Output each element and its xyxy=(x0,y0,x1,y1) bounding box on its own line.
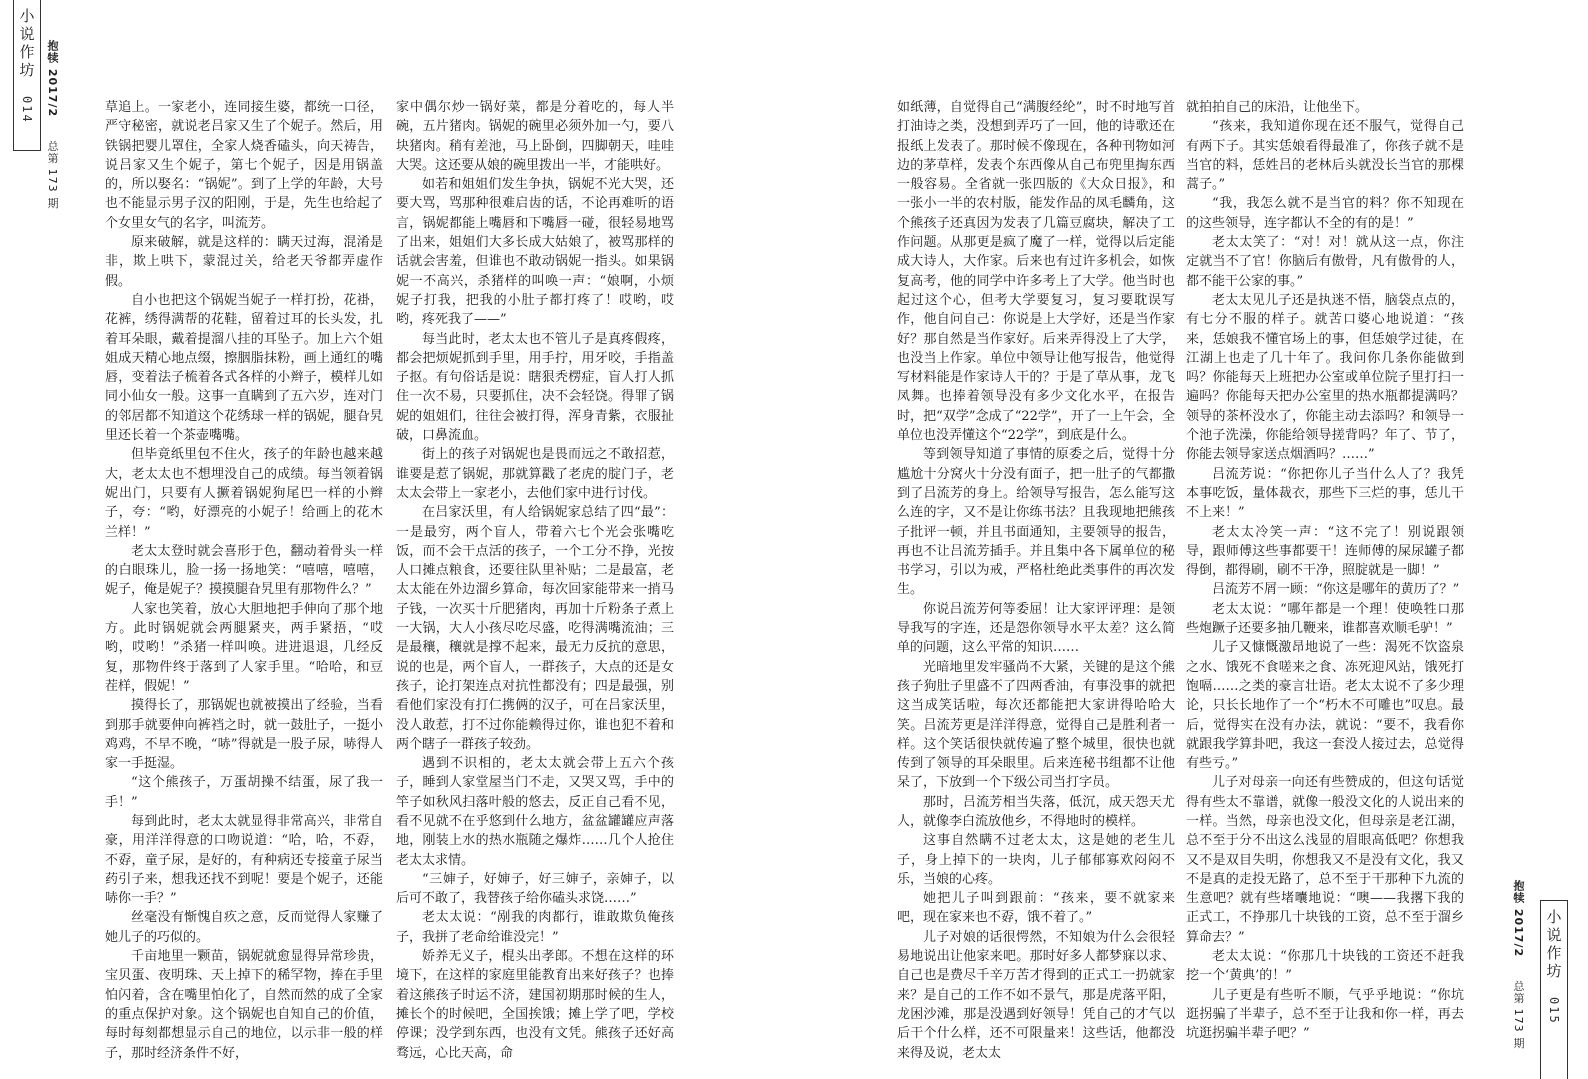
paragraph: 娇养无义子，棍头出孝郎。不想在这样的环境下，在这样的家庭里能教育出来好孩子？也捧着这熊孩子时运不济，建国初期那时候的生人，摊长个的时候吧，全国挨饿；摊上学了吧，学校停课；没学到东西，也没有文凭。熊孩子还好高骛远，心比天高，命 xyxy=(396,949,674,1061)
paragraph: 草追上。一家老小，连同接生婆，都统一口径，严守秘密，就说老吕家又生了个妮子。然后，用铁锅把婴儿罩住，全家人烧香磕头，向天祷告，说吕家又生个妮子，第七个妮子，因是用锅盖的，所以娶名：“锅妮”。到了上学的年龄，大号也不能显示男子汉的阳刚，于是，先生也给起了个女里女气的名字，叫流芳。 xyxy=(105,100,383,231)
right-section-title: 小说作坊 xyxy=(1544,909,1563,981)
paragraph: 你说吕流芳何等委屈！让大家评评理：是领导我写的字连，还是怨你领导水平太差？这么简单的问题，这么平常的知识…… xyxy=(897,601,1175,656)
paragraph: 光暗地里发牢骚尚不大紧，关键的是这个熊孩子狗肚子里盛不了四两香油，有事没事的就把这当成笑话啦，每次还都能把大家讲得哈哈大笑。吕流芳更是洋洋得意，觉得自己是胜利者一样。这个笑话很快就传遍了整个城里，很快也就传到了领导的耳朵眼里。后来连秘书组都不让他呆了，下放到一个下级公司当打字员。 xyxy=(897,659,1175,791)
paragraph: 儿子对母亲一向还有些赞成的，但这句话觉得有些太不靠谱，就像一般没文化的人说出来的一样。当然，母亲也没文化，但母亲是老江湖，总不至于分不出这么浅显的眉眼高低吧？你想我又不是双目失明，你想我又不是没有文化，我又不是真的走投无路了，总不至于干那种下九流的生意吧？就有些堵囔地说：“噢——我撂下我的正式工，不挣那几十块钱的工资，总不至于溜乡算命去？” xyxy=(1186,775,1464,945)
paragraph: 这事自然瞒不过老太太，这是她的老生儿子，身上掉下的一块肉，儿子郁郁寡欢闷闷不乐，当娘的心疼。 xyxy=(897,833,1175,887)
paragraph: 老太太笑了：“对！对！就从这一点，你注定就当不了官！你脑后有傲骨，凡有傲骨的人，都不能干公家的事。” xyxy=(1186,235,1464,289)
left-column-1 xyxy=(105,98,383,1061)
left-column-2 xyxy=(396,98,674,1061)
paragraph: 老太太见儿子还是执迷不悟，脑袋点点的，有七分不服的样子。就苦口婆心地说道：“孩来，恁娘我不懂官场上的事，但恁娘学过徒，在江湖上也走了几十年了。我问你几条你能做到吗？你能每天上班把办公室或单位院子里打扫一遍吗？你能每天把办公室里的热水瓶都提满吗？领导的茶杯没水了，你能主动去添吗？和领导一个池子洗澡，你能给领导搓背吗？年了、节了，你能去领导家送点烟酒吗？……” xyxy=(1186,292,1464,463)
right-masthead xyxy=(1510,880,1526,1049)
right-page-number: 015 xyxy=(1547,997,1561,1025)
left-issue-total: 总第 173 期 xyxy=(46,140,59,210)
paragraph: 儿子对娘的话很愕然，不知娘为什么会很轻易地说出让他家来吧。那时好多人都梦寐以求、自己也是费尽千辛万苦才得到的正式工一扔就家来？是自己的工作不如不景气，那是虎落平阳，龙困沙滩，那是没遇到好领导！凭自己的才气以后干个什么样，还不可限量来！这些话，他都没来得及说，老太太 xyxy=(897,929,1175,1061)
paragraph: 她把儿子叫到跟前：“孩来，要不就家来吧，现在家来也不孬，饿不着了。” xyxy=(897,891,1175,926)
left-journal-issue: 抱犊 2017/2 xyxy=(46,40,59,118)
right-journal-issue: 抱犊 2017/2 xyxy=(1512,880,1525,958)
paragraph: “我，我怎么就不是当官的料？你不知现在的这些领导，连字都认不全的有的是！” xyxy=(1186,196,1464,231)
paragraph: 丝毫没有惭愧自疚之意，反而觉得人家赚了她儿子的巧似的。 xyxy=(105,910,383,945)
paragraph: 但毕竟纸里包不住火，孩子的年龄也越来越大，老太太也不想埋没自己的成绩。每当领着锅妮出门，只要有人撅着锅妮狗尾巴一样的小辫子，夸：“哟，好漂亮的小妮子！给画上的花木兰样！” xyxy=(105,447,383,540)
right-section-tab xyxy=(1540,900,1568,1079)
paragraph: 每当此时，老太太也不管儿子是真疼假疼，都会把烦妮抓到手里，用手拧，用牙咬，手指盖子抠。有句俗话是说：瞎狠秃楞症，盲人打人抓住一次不易，只要抓住，决不会轻饶。得罪了锅妮的姐姐们，往往会被打得，浑身青紫，衣服扯破，口鼻流血。 xyxy=(396,331,674,444)
paragraph: 自小也把这个锅妮当妮子一样打扮，花褂，花裤，绣得满帮的花鞋，留着过耳的长头发，扎着耳朵眼，戴着提溜八挂的耳坠子。加上六个姐姐成天精心地点缀，擦胭脂抹粉，画上通红的嘴唇，变着法子梳着各式各样的小辫子，模样儿如同小仙女一般。这事一直瞒到了五六岁，连对门的邻居都不知道这个花绣球一样的锅妮，腿旮旯里还长着一个茶壶嘴嘴。 xyxy=(105,292,383,444)
paragraph: 每到此时，老太太就显得非常高兴，非常自豪，用洋洋得意的口吻说道：“哈，哈，不孬，不孬，童子尿，是好的，有种病还专接童子尿当药引子来，想我还找不到呢！要是个妮子，还能哧你一手？” xyxy=(105,813,383,907)
paragraph: 在吕家沃里，有人给锅妮家总结了四“最”：一是最穷，两个盲人，带着六七个光会张嘴吃饭，而不会干点活的孩子，一个工分不挣，光按人口摊点粮食，还要往队里补贴；二是最富，老太太能在外边溜乡算命，每次回家能带来一捎马子钱，一次买十斤肥猪肉，再加十斤粉条子煮上一大锅，大人小孩尽吃尽盛，吃得满嘴流油；三是最穰，穰就是撑不起来，最无力反抗的意思，说的也是，两个盲人，一群孩子，大点的还是女孩子，论打架连点对抗性都没有；四是最强，别看他们家没有打仁携俩的汉子，可在吕家沃里，没人敢惹，打不过你能赖得过你，谁也犯不着和两个瞎子一群孩子较劲。 xyxy=(396,505,674,752)
left-page-number: 014 xyxy=(20,96,34,124)
paragraph: 就拍拍自己的床沿，让他坐下。 xyxy=(1186,100,1369,115)
left-masthead xyxy=(44,40,60,209)
paragraph: 吕流芳不屑一顾：“你这是哪年的黄历了？” xyxy=(1212,582,1460,598)
paragraph: 老太太登时就会喜形于色，翻动着骨头一样的白眼珠儿，脸一扬一扬地笑：“嘻嘻，嘻嘻，妮子，俺是妮子？摸摸腿旮旯里有那物件么？” xyxy=(105,543,383,598)
paragraph: 老太太冷笑一声：“这不完了！别说跟领导，跟师傅这些事都要干！连师傅的屎尿罐子都得倒，都得刷，刷不干净，照腚就是一脚！” xyxy=(1186,524,1464,579)
left-section-title: 小说作坊 xyxy=(17,8,36,80)
paragraph: 吕流芳说：“你把你儿子当什么人了？我凭本事吃饭，量体裁衣，那些下三烂的事，恁儿干不上来！” xyxy=(1186,466,1464,521)
paragraph: 家中偶尔炒一锅好菜，都是分着吃的，每人半碗，五片猪肉。锅妮的碗里必须外加一勺，要八块猪肉。稍有差池，马上卧倒，四脚朝天，哇哇大哭。这还要从娘的碗里拨出一半，才能哄好。 xyxy=(396,100,674,173)
paragraph: 儿子又慷慨激昂地说了一些：渴死不饮盗泉之水、饿死不食嗟来之食、冻死迎风站，饿死打饱嗝……之类的豪言壮语。老太太说不了多少理论，只长长地作了一个“朽木不可雕也”叹息。最后，觉得实在没有办法，就说：“要不，我看你就跟我学算卦吧，我这一套没人接过去，总觉得有些亏。” xyxy=(1186,640,1464,772)
paragraph: 千亩地里一颗苗，锅妮就愈显得异常珍贵，宝贝蛋、夜明珠、天上掉下的稀罕物，捧在手里怕闪着，含在嘴里怕化了，自然而然的成了全家的重点保护对象。这个锅妮也自知自己的价值，每时每刻都想显示自己的地位，以示非一般的样子，那时经济条件不好， xyxy=(105,949,383,1061)
paragraph: 街上的孩子对锅妮也是畏而远之不敢招惹，谁要是惹了锅妮，那就算戳了老虎的腚门子，老太太会带上一家老小，去他们家中进行讨伐。 xyxy=(396,447,674,501)
paragraph: 老太太说：“哪年都是一个理！使唤牲口那些炮蹶子还要多抽几鞭来，谁都喜欢顺毛驴！” xyxy=(1186,601,1464,637)
paragraph: 摸得长了，那锅妮也就被摸出了经验，当看到那手就要伸向裤裆之时，就一鼓肚子，一挺小鸡鸡，不早不晚，“哧”得就是一股子尿，哧得人家一手挺湿。 xyxy=(105,698,383,772)
paragraph: 等到领导知道了事情的原委之后，觉得十分尴尬十分窝火十分没有面子，把一肚子的气都撒到了吕流芳的身上。给领导写报告，怎么能写这么连的字，又不是让你练书法？且我现地把熊孩子批评一顿，并且书面通知，主要领导的报告，再也不让吕流芳插手。并且集中各下属单位的秘书学习，引以为戒，严格杜绝此类事件的再次发生。 xyxy=(897,447,1175,598)
paragraph: 如纸薄，自觉得自己“满腹经纶”，时不时地写首打油诗之类，没想到弄巧了一回，他的诗歌还在报纸上发表了。那时候不像现在，各种刊物如河边的茅草样，发表个东西像从自己布兜里掏东西一般容易。全省就一张四版的《大众日报》，和一张小一半的农村版，能发作品的凤毛麟角，这个熊孩子还真因为发表了几篇豆腐块，解决了工作问题。从那更是疯了魔了一样，觉得以后定能成大诗人，大作家。后来也有过许多机会，如恢复高考，他的同学中许多考上了大学。他当时也起过这个心，但考大学要复习，复习要耽误写作，他自问自己：你说是上大学好，还是当作家好？那自然是当作家好。后来弄得没上了大学，也没当上作家。单位中领导让他写报告，他觉得写材料能是作家诗人干的？于是了草从事，龙飞凤舞。也捧着领导没有多少文化水平，在报告时，把“双学”念成了“22学”，开了一上午会，全单位也没弄懂这个“22学”，到底是什么。 xyxy=(897,100,1175,444)
right-column-1 xyxy=(897,98,1175,1061)
paragraph: “孩来，我知道你现在还不服气，觉得自己有两下子。其实恁娘看得最准了，你孩子就不是当官的料，恁姓吕的老林后头就没长当官的那棵蒿子。” xyxy=(1186,119,1464,193)
paragraph: 那时，吕流芳相当失落，低沉，成天怨天尤人，就像李白流放他乡，不得地时的模样。 xyxy=(897,794,1175,829)
paragraph: 老太太说：“剐我的肉都行，谁敢欺负俺孩子，我拼了老命给谁没完！” xyxy=(396,910,674,945)
paragraph: 原来破解，就是这样的：瞒天过海，混淆是非，欺上哄下，蒙混过关，给老天爷都弄虚作假。 xyxy=(105,235,383,289)
right-issue-total: 总第 173 期 xyxy=(1512,980,1525,1050)
paragraph: 老太太说：“你那几十块钱的工资还不赶我挖一个‘黄典’的！” xyxy=(1186,949,1464,984)
paragraph: 如若和姐姐们发生争执，锅妮不光大哭，还要大骂，骂那种很难启齿的话，不论再难听的语言，锅妮都能上嘴唇和下嘴唇一碰，很轻易地骂了出来，姐姐们大多长成大姑娘了，被骂那样的话就会害羞，但谁也不敢动锅妮一指头。如果锅妮一不高兴，杀猪样的叫唤一声：“娘啊，小烦妮子打我，把我的小肚子都打疼了！哎哟，哎哟，疼死我了——” xyxy=(396,177,674,328)
right-column-2 xyxy=(1186,98,1464,1042)
paragraph: “三婶子，好婶子，好三婶子，亲婶子，以后可不敢了，我替孩子给你磕头求饶……” xyxy=(396,871,674,907)
paragraph: 人家也笑着，放心大胆地把手伸向了那个地方。此时锅妮就会两腿紧夹，两手紧捂，“哎哟，哎哟！”杀猪一样叫唤。进进退退，几经反复，那物件终于落到了人家手里。“哈哈，和豆茬样，假妮！” xyxy=(105,601,383,694)
paragraph: 儿子更是有些听不顺，气乎乎地说：“你坑逛拐骗了半辈子，总不至于让我和你一样，再去坑逛拐骗半辈子吧？” xyxy=(1186,987,1464,1042)
left-section-tab xyxy=(13,0,41,151)
paragraph: “这个熊孩子，万蛋胡操不结蛋，尿了我一手！” xyxy=(105,775,383,810)
paragraph: 遇到不识相的，老太太就会带上五六个孩子，睡到人家堂屋当门不走，又哭又骂，手中的竿子如秋风扫落叶般的悠去，反正自己看不见，看不见就不在乎悠到什么地方，盆盆罐罐应声落地，刚装上水的热水瓶随之爆炸……几个人抢住老太太求情。 xyxy=(396,756,674,868)
